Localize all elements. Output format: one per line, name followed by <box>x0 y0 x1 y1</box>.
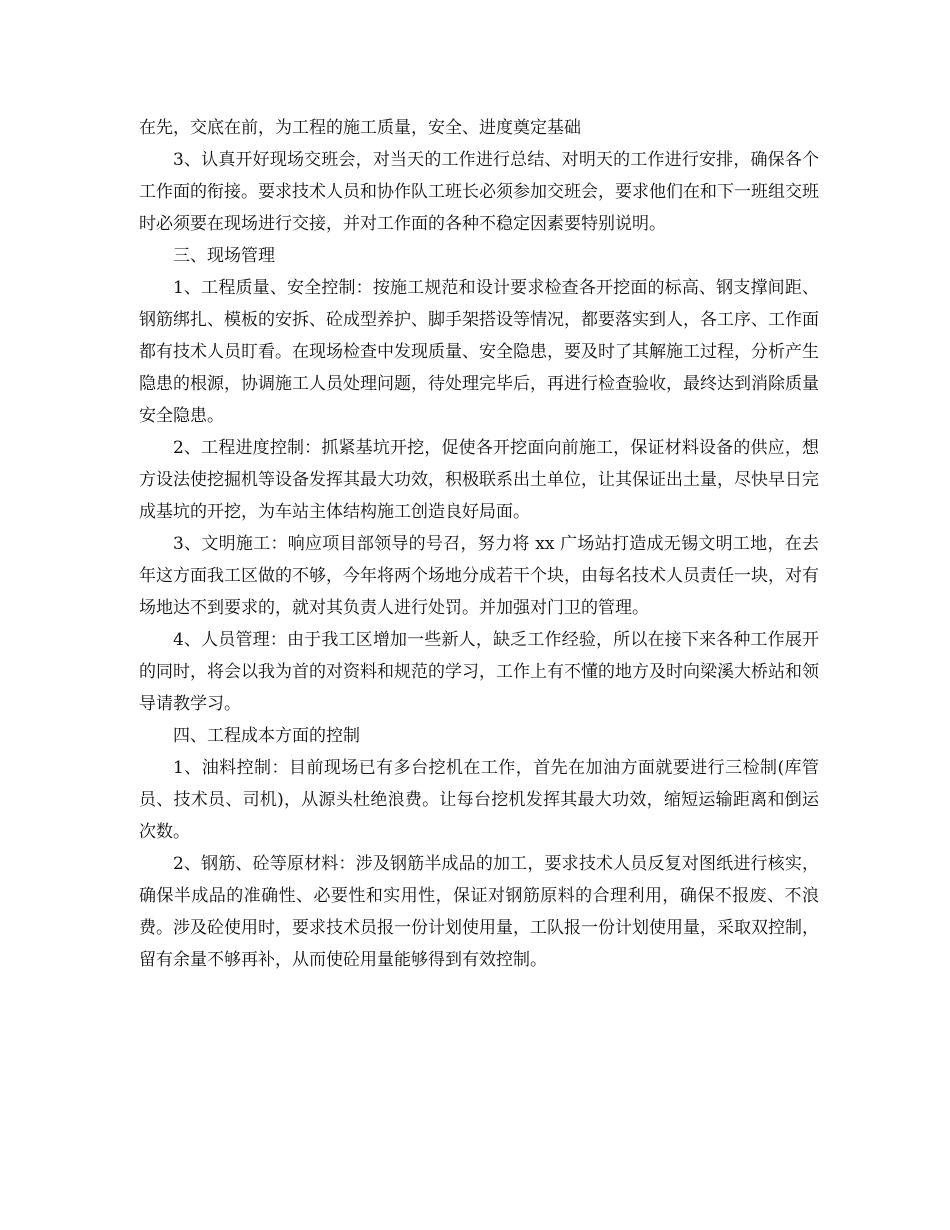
document-page <box>139 112 819 976</box>
paragraph-progress: 2、工程进度控制：抓紧基坑开挖，促使各开挖面向前施工，保证材料设备的供应，想方设法使挖掘机等设备发挥其最大功效，积极联系出土单位，让其保证出土量，尽快早日完成基坑的开挖，为车站主体结构施工创造良好局面。 <box>139 438 819 522</box>
paragraph-quality-safety: 1、工程质量、安全控制：按施工规范和设计要求检查各开挖面的标高、钢支撑间距、钢筋绑扎、模板的安拆、砼成型养护、脚手架搭设等情况，都要落实到人，各工序、工作面都有技术人员盯看。在现场检查中发现质量、安全隐患，要及时了其解施工过程，分析产生隐患的根源，协调施工人员处理问题，待处理完毕后，再进行检查验收，最终达到消除质量安全隐患。 <box>139 278 819 426</box>
paragraph-personnel: 4、人员管理：由于我工区增加一些新人，缺乏工作经验，所以在接下来各种工作展开的同时，将会以我为首的对资料和规范的学习，工作上有不懂的地方及时向梁溪大桥站和领导请教学习。 <box>139 630 819 714</box>
paragraph-1: 在先，交底在前，为工程的施工质量，安全、进度奠定基础 <box>139 118 581 138</box>
paragraph-fuel-control: 1、油料控制：目前现场已有多台挖机在工作，首先在加油方面就要进行三检制(库管员、技术员、司机)，从源头杜绝浪费。让每台挖机发挥其最大功效，缩短运输距离和倒运次数。 <box>139 758 819 842</box>
section-heading-cost-control: 四、工程成本方面的控制 <box>173 726 360 746</box>
paragraph-materials: 2、钢筋、砼等原材料：涉及钢筋半成品的加工，要求技术人员反复对图纸进行核实，确保半成品的准确性、必要性和实用性，保证对钢筋原料的合理利用，确保不报废、不浪费。涉及砼使用时，要求技术员报一份计划使用量，工队报一份计划使用量，采取双控制，留有余量不够再补，从而使砼用量能够得到有效控制。 <box>139 854 819 970</box>
section-heading-site-management: 三、现场管理 <box>173 246 275 266</box>
paragraph-2: 3、认真开好现场交班会，对当天的工作进行总结、对明天的工作进行安排，确保各个工作面的衔接。要求技术人员和协作队工班长必须参加交班会，要求他们在和下一班组交班时必须要在现场进行交接，并对工作面的各种不稳定因素要特别说明。 <box>139 150 819 234</box>
paragraph-civilized-construction: 3、文明施工：响应项目部领导的号召，努力将 xx 广场站打造成无锡文明工地，在去年这方面我工区做的不够，今年将两个场地分成若干个块，由每名技术人员责任一块，对有场地达不到要求的，就对其负责人进行处罚。并加强对门卫的管理。 <box>139 534 819 618</box>
